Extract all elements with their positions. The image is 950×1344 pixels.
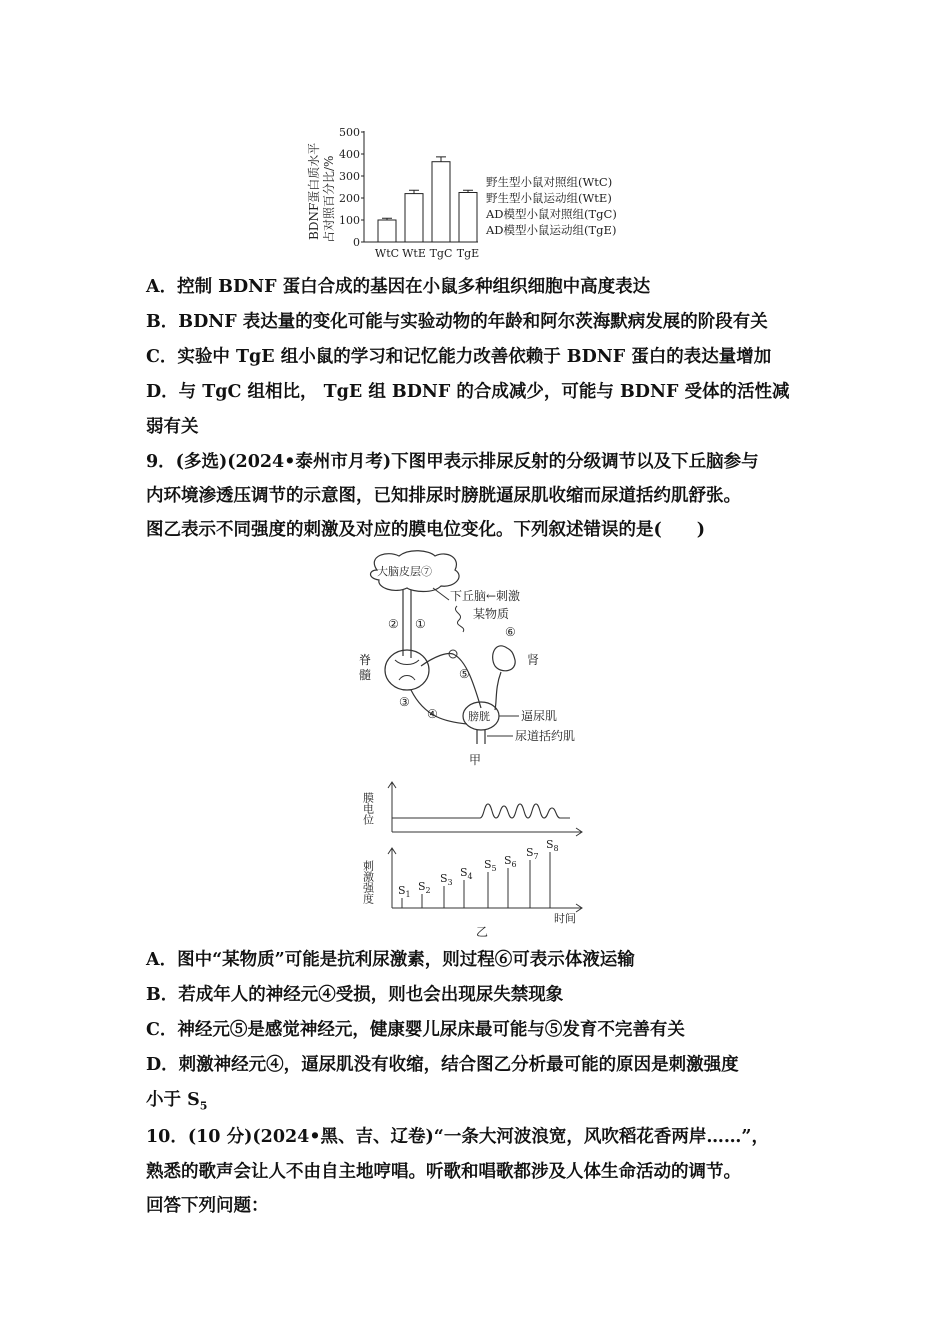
- q9-option-d: D．刺激神经元④，逼尿肌没有收缩，结合图乙分析最可能的原因是刺激强度: [146, 1055, 739, 1075]
- gray-matter: [395, 660, 419, 680]
- chart-ytick-label: 100: [339, 214, 360, 227]
- membrane-potential-trace: [392, 804, 570, 818]
- chart-xtick-label: WtE: [402, 247, 426, 260]
- label-spine: 脊: [359, 653, 372, 667]
- q9-option-d-text: 小于 S: [146, 1090, 200, 1110]
- label-substance: 某物质: [473, 607, 510, 621]
- label-marrow: 髓: [359, 668, 372, 682]
- label-n3: ③: [399, 695, 410, 709]
- chart-legend-entry: AD模型小鼠对照组(TgC): [486, 207, 617, 221]
- q8-option-a: A．控制 BDNF 蛋白合成的基因在小鼠多种组织细胞中高度表达: [146, 277, 651, 297]
- chart-legend-entry: 野生型小鼠对照组(WtC): [486, 175, 613, 189]
- q9-stem-line1: 9．(多选)(2024•泰州市月考)下图甲表示排尿反射的分级调节以及下丘脑参与: [146, 452, 759, 472]
- q8-option-b: B．BDNF 表达量的变化可能与实验动物的年龄和阿尔茨海默病发展的阶段有关: [146, 312, 768, 332]
- q10-line1: 10．(10 分)(2024•黑、吉、辽卷)“一条大河波浪宽，风吹稻花香两岸……”，: [146, 1127, 769, 1147]
- label-time: 时间: [554, 912, 576, 925]
- label-membrane-potential: 膜电位: [361, 792, 375, 825]
- label-n4: ④: [427, 707, 438, 721]
- stimulus-label: $S_6$: [504, 854, 517, 869]
- chart-ytick-label: 400: [339, 148, 360, 161]
- stimulus-label: $S_5$: [484, 858, 497, 873]
- stimulus-label: $S_7$: [526, 846, 539, 861]
- chart-ytick-label: 200: [339, 192, 360, 205]
- label-stimulus-strength: 刺激强度: [361, 860, 375, 904]
- neuron-4-path: [411, 690, 467, 724]
- q9-option-c: C．神经元⑤是感觉神经元，健康婴儿尿床最可能与⑤发育不完善有关: [146, 1020, 685, 1040]
- chart-bar-TgE: [459, 193, 477, 243]
- q8-option-d: D．与 TgC 组相比， TgE 组 BDNF 的合成减少，可能与 BDNF 受体的活性减: [146, 382, 790, 402]
- chart-ytick-label: 500: [339, 126, 360, 139]
- label-kidney: 肾: [527, 653, 540, 667]
- neuron-5-path: [421, 654, 481, 709]
- q9-option-d-sub: 5: [199, 1099, 208, 1113]
- spinal-cord-shape: [385, 650, 429, 690]
- label-detrusor: 逼尿肌: [521, 709, 558, 723]
- chart-bar-TgC: [432, 162, 450, 242]
- label-bladder: 膀胱: [468, 710, 490, 723]
- label-hypothalamus: 下丘脑←刺激: [450, 589, 521, 603]
- caption-jia: 甲: [469, 753, 482, 767]
- label-n1: ①: [415, 617, 426, 631]
- urethra: [477, 730, 485, 744]
- stimulus-label: $S_4$: [460, 866, 473, 881]
- hypothalamus-arrow: [433, 588, 449, 600]
- stimulus-label: $S_1$: [398, 884, 411, 899]
- chart-legend-entry: 野生型小鼠运动组(WtE): [486, 191, 612, 205]
- q9-stem-line3: 图乙表示不同强度的刺激及对应的膜电位变化。下列叙述错误的是( ): [146, 520, 706, 540]
- label-sphincter: 尿道括约肌: [515, 729, 576, 743]
- chart-bar-WtE: [405, 194, 423, 242]
- q9-option-b: B．若成年人的神经元④受损，则也会出现尿失禁现象: [146, 985, 564, 1005]
- label-n2: ②: [388, 617, 399, 631]
- chart-error-bar-TgC: [436, 157, 446, 162]
- chart-bar-WtC: [378, 220, 396, 242]
- chart-xtick-label: WtC: [374, 247, 400, 260]
- q10-line3: 回答下列问题：: [146, 1196, 269, 1216]
- bdnf-bar-chart: [300, 125, 660, 265]
- chart-ylabel-line1: BDNF蛋白质水平: [307, 142, 321, 240]
- chart-ytick-label: 0: [353, 236, 360, 249]
- stimulus-label: $S_3$: [440, 872, 453, 887]
- q8-option-d-cont: 弱有关: [146, 417, 199, 437]
- caption-yi: 乙: [476, 925, 489, 939]
- chart-legend-entry: AD模型小鼠运动组(TgE): [486, 223, 617, 237]
- q9-option-a: A．图中“某物质”可能是抗利尿激素，则过程⑥可表示体液运输: [146, 950, 635, 970]
- q9-stem-line2: 内环境渗透压调节的示意图，已知排尿时膀胱逼尿肌收缩而尿道括约肌舒张。: [146, 486, 741, 506]
- secretion-squiggle: [455, 606, 463, 632]
- chart-xtick-label: TgE: [456, 247, 480, 260]
- q8-option-c: C．实验中 TgE 组小鼠的学习和记忆能力改善依赖于 BDNF 蛋白的表达量增加: [146, 347, 772, 367]
- figure-yi-stimulus-graph: [360, 778, 600, 940]
- q10-line2: 熟悉的歌声会让人不由自主地哼唱。听歌和唱歌都涉及人体生命活动的调节。: [146, 1162, 741, 1182]
- chart-ylabel-line2: 占对照百分比/%: [322, 155, 336, 243]
- figure-jia-urination-diagram: [355, 548, 615, 770]
- chart-xtick-label: TgC: [429, 247, 453, 260]
- stimulus-label: $S_2$: [418, 880, 431, 895]
- label-n5: ⑤: [459, 667, 470, 681]
- chart-ytick-label: 300: [339, 170, 360, 183]
- stimulus-label: $S_8$: [546, 838, 559, 853]
- q9-option-d-cont: [146, 1088, 207, 1119]
- label-cortex: 大脑皮层⑦: [377, 565, 432, 578]
- ureter: [495, 672, 501, 710]
- kidney-shape: [493, 646, 516, 671]
- label-n6: ⑥: [505, 625, 516, 639]
